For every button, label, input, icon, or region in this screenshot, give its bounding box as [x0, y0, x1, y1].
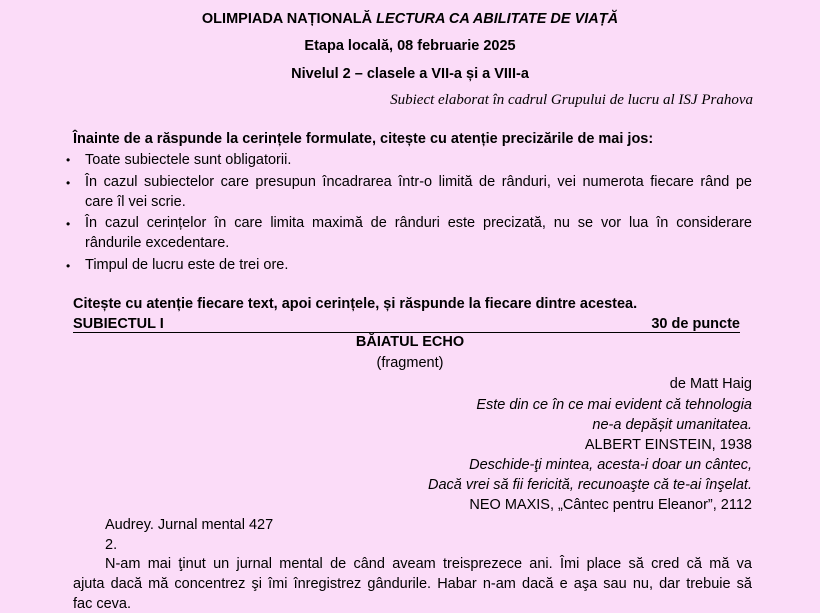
epigraph-line: ne-a depășit umanitatea.	[592, 417, 752, 433]
paragraph-line: N-am mai ţinut un jurnal mental de când aveam treisprezece ani. Îmi place să cred că mă va	[105, 556, 752, 572]
subject-points: 30 de puncte	[651, 316, 740, 332]
text-title: BĂIATUL ECHO	[355, 334, 465, 350]
chapter-number: 2.	[105, 537, 118, 553]
epigraph-line: Deschide-ţi mintea, acesta-i doar un cântec,	[469, 457, 752, 473]
level-line: Nivelul 2 – clasele a VII-a și a VIII-a	[291, 66, 529, 82]
authoring-note: Subiect elaborat în cadrul Grupului de lucru al ISJ Prahova	[390, 92, 753, 108]
bullet-icon: •	[66, 217, 71, 231]
subject-label: SUBIECTUL I	[73, 316, 164, 332]
bullet-icon: •	[66, 153, 71, 167]
olympiad-title-prefix: OLIMPIADA NAȚIONALĂ	[201, 11, 377, 27]
task-intro: Citește cu atenție fiecare text, apoi cerințele, și răspunde la fiecare dintre acestea.	[73, 296, 638, 312]
epigraph-line: Dacă vrei să fii fericită, recunoaşte că te-ai înşelat.	[428, 477, 752, 493]
instruction-item-continuation: rândurile excedentare.	[85, 235, 230, 251]
instruction-item: Toate subiectele sunt obligatorii.	[85, 152, 292, 168]
instruction-item: În cazul subiectelor care presupun încadrarea într-o limită de rânduri, vei numerota fiecare rând pe	[85, 174, 752, 190]
text-subtitle: (fragment)	[376, 355, 444, 371]
subject-header	[73, 316, 740, 333]
bullet-icon: •	[66, 176, 71, 190]
instruction-item-continuation: care îl vei scrie.	[85, 194, 186, 210]
paragraph-line: fac ceva.	[73, 596, 132, 612]
olympiad-title	[0, 11, 820, 27]
bullet-icon: •	[66, 259, 71, 273]
epigraph-source: NEO MAXIS, „Cântec pentru Eleanor”, 2112	[469, 497, 752, 513]
text-author: de Matt Haig	[669, 376, 752, 392]
olympiad-title-italic: LECTURA CA ABILITATE DE VIAȚĂ	[376, 11, 619, 27]
epigraph-line: Este din ce în ce mai evident că tehnologia	[476, 397, 752, 413]
stage-date: Etapa locală, 08 februarie 2025	[304, 38, 516, 54]
epigraph-source: ALBERT EINSTEIN, 1938	[584, 437, 752, 453]
journal-heading: Audrey. Jurnal mental 427	[105, 517, 274, 533]
paragraph-line: ajuta dacă mă concentrez şi îmi înregistrez gândurile. Habar n-am dacă e aşa sau nu, dar trebuie să	[73, 576, 752, 592]
instructions-intro: Înainte de a răspunde la cerințele formulate, citește cu atenție precizările de mai jos:	[73, 131, 654, 147]
instruction-item: În cazul cerințelor în care limita maximă de rânduri este precizată, nu se vor lua în considerare	[85, 215, 752, 231]
instruction-item: Timpul de lucru este de trei ore.	[85, 257, 289, 273]
